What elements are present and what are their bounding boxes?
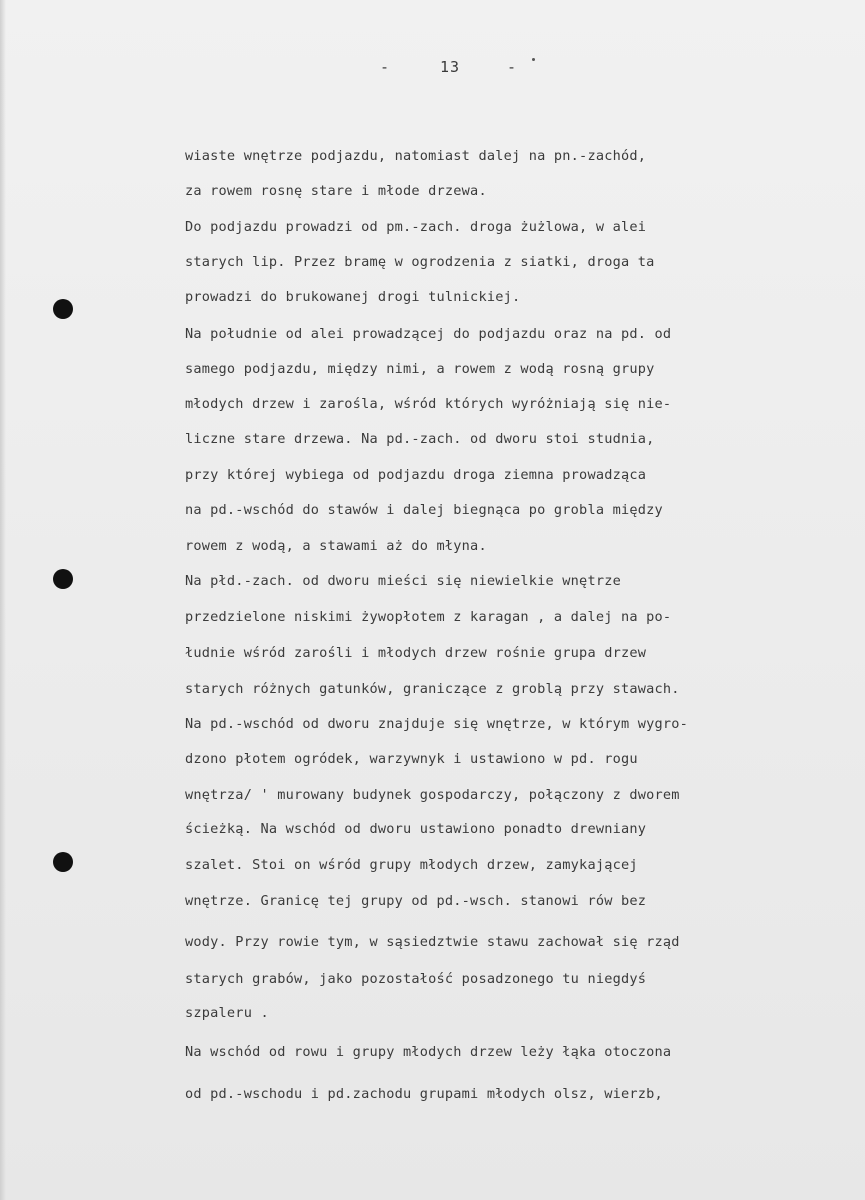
text-line: wnętrza/ ' murowany budynek gospodarczy, połączony z dworem <box>185 787 680 803</box>
text-line: ścieżką. Na wschód od dworu ustawiono ponadto drewniany <box>185 821 647 837</box>
text-line: szpaleru . <box>185 1005 269 1021</box>
text-line: samego podjazdu, między nimi, a rowem z wodą rosną grupy <box>185 361 655 377</box>
text-line: wiaste wnętrze podjazdu, natomiast dalej na pn.-zachód, <box>185 148 647 164</box>
text-line: Na południe od alei prowadzącej do podjazdu oraz na pd. od <box>185 326 672 342</box>
text-line: Na płd.-zach. od dworu mieści się niewielkie wnętrze <box>185 573 621 589</box>
text-line: Na pd.-wschód od dworu znajduje się wnętrze, w którym wygro- <box>185 716 689 732</box>
text-line: Na wschód od rowu i grupy młodych drzew leży łąka otoczona <box>185 1044 672 1060</box>
punch-hole-middle <box>53 569 73 589</box>
text-line: rowem z wodą, a stawami aż do młyna. <box>185 538 487 554</box>
text-line: od pd.-wschodu i pd.zachodu grupami młodych olsz, wierzb, <box>185 1086 663 1102</box>
text-line: liczne stare drzewa. Na pd.-zach. od dworu stoi studnia, <box>185 431 655 447</box>
text-line: wody. Przy rowie tym, w sąsiedztwie stawu zachował się rząd <box>185 934 680 950</box>
text-line: za rowem rosnę stare i młode drzewa. <box>185 183 487 199</box>
text-line: Do podjazdu prowadzi od pm.-zach. droga żużlowa, w alei <box>185 219 647 235</box>
page-edge-shadow <box>0 0 6 1200</box>
ink-speck <box>532 58 535 61</box>
page-number: 13 <box>440 58 461 76</box>
text-line: młodych drzew i zarośla, wśród których wyróżniają się nie- <box>185 396 672 412</box>
punch-hole-bottom <box>53 852 73 872</box>
text-line: na pd.-wschód do stawów i dalej biegnąca po grobla między <box>185 502 663 518</box>
page-number-dash-left: - <box>380 58 391 76</box>
page-number-dash-right: - <box>507 58 518 76</box>
text-line: przedzielone niskimi żywopłotem z karagan , a dalej na po- <box>185 609 672 625</box>
text-line: dzono płotem ogródek, warzywnyk i ustawiono w pd. rogu <box>185 751 638 767</box>
text-line: wnętrze. Granicę tej grupy od pd.-wsch. stanowi rów bez <box>185 893 647 909</box>
text-line: starych lip. Przez bramę w ogrodzenia z siatki, droga ta <box>185 254 655 270</box>
text-line: szalet. Stoi on wśród grupy młodych drzew, zamykającej <box>185 857 638 873</box>
punch-hole-top <box>53 299 73 319</box>
text-line: starych różnych gatunków, graniczące z groblą przy stawach. <box>185 681 680 697</box>
text-line: łudnie wśród zarośli i młodych drzew rośnie grupa drzew <box>185 645 647 661</box>
text-line: prowadzi do brukowanej drogi tulnickiej. <box>185 289 521 305</box>
text-line: przy której wybiega od podjazdu droga ziemna prowadząca <box>185 467 647 483</box>
text-line: starych grabów, jako pozostałość posadzonego tu niegdyś <box>185 971 647 987</box>
